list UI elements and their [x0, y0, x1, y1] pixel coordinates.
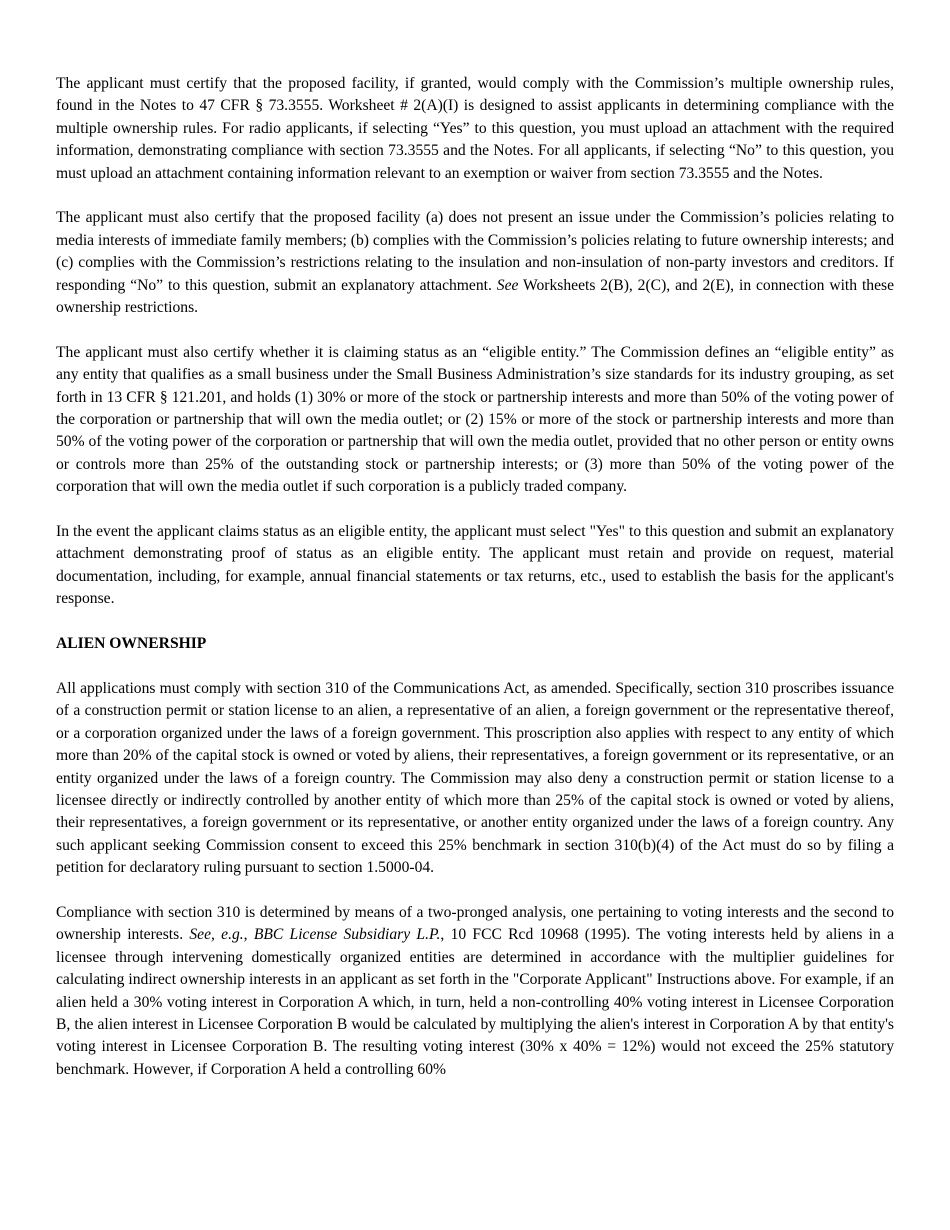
- alien-ownership-heading: ALIEN OWNERSHIP: [56, 635, 207, 653]
- bbc-license-citation: See, e.g., BBC License Subsidiary L.P.: [189, 926, 441, 944]
- ownership-policies-paragraph: [56, 207, 894, 319]
- document-page: [56, 73, 894, 1104]
- eligible-entity-paragraph: The applicant must also certify whether it is claiming status as an “eligible entity.” The Commission defines an “eligible entity” as any entity that qualifies as a small business under the Small Business Administration’s size standards for its industry grouping, as set forth in 13 CFR § 121.201, and holds (1) 30% or more of the stock or partnership interests and more than 50% of the voting power of the corporation or partnership that will own the media outlet; or (2) 15% or more of the stock or partnership interests and more than 50% of the voting power of the corporation or partnership that will own the media outlet, provided that no other person or entity owns or controls more than 25% of the outstanding stock or partnership interests; or (3) more than 50% of the voting power of the corporation that will own the media outlet if such corporation is a publicly traded company.: [56, 343, 894, 496]
- eligible-entity-claim-paragraph: In the event the applicant claims status as an eligible entity, the applicant must select "Yes" to this question and submit an explanatory attachment demonstrating proof of status as an eligible entity. The applicant must retain and provide on request, material documentation, including, for example, annual financial statements or tax returns, etc., used to establish the basis for the applicant's response.: [56, 523, 894, 608]
- see-reference: See: [496, 276, 519, 294]
- worksheets-text: Worksheets 2(B), 2(C), and 2(E), in connection with these ownership restrictions.: [56, 276, 894, 317]
- analysis-intro-text: Compliance with section 310 is determined by means of a two-pronged analysis, one pertaining to voting interests and the second to ownership interests.: [56, 903, 894, 944]
- ownership-policies-text: The applicant must also certify that the proposed facility (a) does not present an issue under the Commission’s policies relating to media interests of immediate family members; (b) complies with the Commission’s policies relating to future ownership interests; and (c) complies with the Commission’s restrictions relating to the insulation and non-insulation of non-party investors and creditors. If responding “No” to this question, submit an explanatory attachment.: [56, 209, 894, 294]
- two-pronged-analysis-paragraph: [56, 902, 894, 1081]
- multiple-ownership-paragraph: The applicant must certify that the proposed facility, if granted, would comply with the Commission’s multiple ownership rules, found in the Notes to 47 CFR § 73.3555. Worksheet # 2(A)(I) is designed to assist applicants in determining compliance with the multiple ownership rules. For radio applicants, if selecting “Yes” to this question, you must upload an attachment with the required information, demonstrating compliance with section 73.3555 and the Notes. For all applicants, if selecting “No” to this question, you must upload an attachment containing information relevant to an exemption or waiver from section 73.3555 and the Notes.: [56, 75, 894, 182]
- section-310-paragraph: All applications must comply with section 310 of the Communications Act, as amended. Specifically, section 310 proscribes issuance of a construction permit or station license to an alien, a representative of an alien, a foreign government or the representative thereof, or a corporation organized under the laws of a foreign government. This proscription also applies with respect to any entity of which more than 20% of the capital stock is owned or voted by aliens, their representatives, a foreign government or its representative, or an entity organized under the laws of a foreign country. The Commission may also deny a construction permit or station license to a licensee directly or indirectly controlled by another entity of which more than 25% of the capital stock is owned or voted by aliens, their representatives, a foreign government or its representative, or another entity organized under the laws of a foreign country. Any such applicant seeking Commission consent to exceed this 25% benchmark in section 310(b)(4) of the Act must do so by filing a petition for declaratory ruling pursuant to section 1.5000-04.: [56, 679, 894, 877]
- analysis-body-text: , 10 FCC Rcd 10968 (1995). The voting interests held by aliens in a licensee through intervening domestically organized entities are determined in accordance with the multiplier guidelines for calculating indirect ownership interests in an applicant as set forth in the "Corporate Applicant" Instructions above. For example, if an alien held a 30% voting interest in Corporation A which, in turn, held a non-controlling 40% voting interest in Licensee Corporation B, the alien interest in Licensee Corporation B would be calculated by multiplying the alien's interest in Corporation A by that entity's voting interest in Licensee Corporation B. The resulting voting interest (30% x 40% = 12%) would not exceed the 25% statutory benchmark. However, if Corporation A held a controlling 60%: [56, 926, 894, 1078]
